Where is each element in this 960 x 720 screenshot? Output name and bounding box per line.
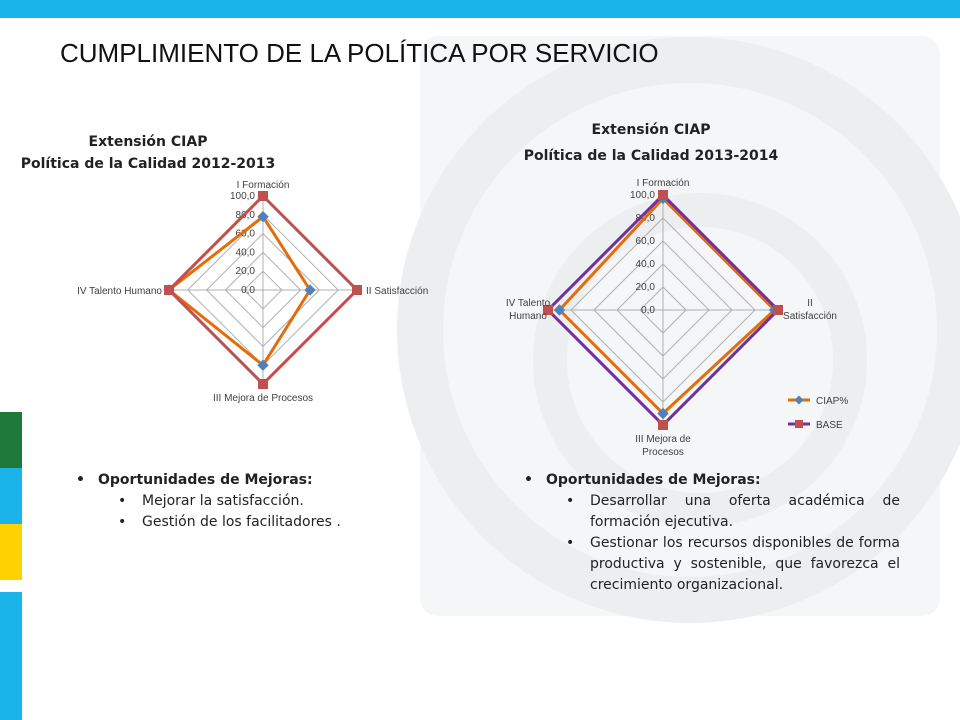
tick-label: 40,0 (635, 259, 655, 270)
left-color-strip-yellow (0, 524, 22, 580)
data-point (774, 306, 783, 315)
data-point (659, 421, 668, 430)
tick-label: 80,0 (235, 209, 255, 221)
tick-label: 60,0 (235, 228, 255, 240)
axis-label: III Mejora de Procesos (212, 393, 314, 404)
legend-marker (795, 396, 804, 405)
legend-marker (795, 420, 803, 428)
tick-label: 60,0 (635, 236, 655, 247)
tick-label: 20,0 (235, 266, 255, 278)
data-point (259, 192, 268, 201)
chart-subtitle: Política de la Calidad 2013-2014 (523, 148, 779, 164)
left-notes-heading: • Oportunidades de Mejoras: (70, 470, 390, 491)
radar-chart-2012-2013 (0, 120, 470, 420)
axis-label: II Satisfacción (366, 286, 429, 297)
left-color-strip-green (0, 412, 22, 468)
left-notes-list (70, 491, 390, 533)
legend-label: CIAP% (816, 396, 849, 407)
radar-chart-svg (470, 110, 890, 470)
axis-label: IV Talento Humano (505, 298, 551, 322)
axis-label: IV Talento Humano (77, 286, 162, 297)
series-line (560, 198, 775, 413)
left-improvement-notes (70, 470, 390, 533)
data-point (259, 380, 268, 389)
radar-chart-svg (0, 120, 470, 420)
data-point (659, 191, 668, 200)
list-item: • Gestionar los recursos disponibles de forma productiva y sostenible, que favorezca el crecimiento organizacional. (518, 533, 900, 596)
list-item: • Desarrollar una oferta académica de formación ejecutiva. (518, 491, 900, 533)
legend-label: BASE (816, 420, 843, 431)
chart-title: Extensión CIAP (591, 122, 711, 138)
right-improvement-notes (518, 470, 900, 596)
axis-label: III Mejora de Procesos (635, 434, 691, 458)
tick-label: 0,0 (241, 285, 255, 296)
tick-label: 80,0 (635, 213, 655, 224)
chart-title: Extensión CIAP (88, 134, 208, 150)
right-notes-heading: • Oportunidades de Mejoras: (518, 470, 900, 491)
left-color-strip-blue-1 (0, 468, 22, 524)
list-item: • Gestión de los facilitadores . (70, 512, 390, 533)
tick-label: 100,0 (229, 191, 255, 202)
axis-label: I Formación (236, 180, 290, 191)
tick-label: 0,0 (641, 305, 655, 316)
slide-title: CUMPLIMIENTO DE LA POLÍTICA POR SERVICIO (60, 38, 659, 68)
radar-chart-2013-2014 (470, 110, 890, 470)
axis-label: II Satisfacción (783, 298, 837, 322)
chart-subtitle: Política de la Calidad 2012-2013 (20, 156, 276, 172)
data-point (165, 286, 174, 295)
left-color-strip-blue-2 (0, 592, 22, 720)
tick-label: 100,0 (629, 190, 655, 201)
axis-label: I Formación (636, 178, 690, 189)
tick-label: 20,0 (635, 282, 655, 293)
list-item: • Mejorar la satisfacción. (70, 491, 390, 512)
right-notes-list (518, 491, 900, 596)
tick-label: 40,0 (235, 247, 255, 259)
data-point (353, 286, 362, 295)
